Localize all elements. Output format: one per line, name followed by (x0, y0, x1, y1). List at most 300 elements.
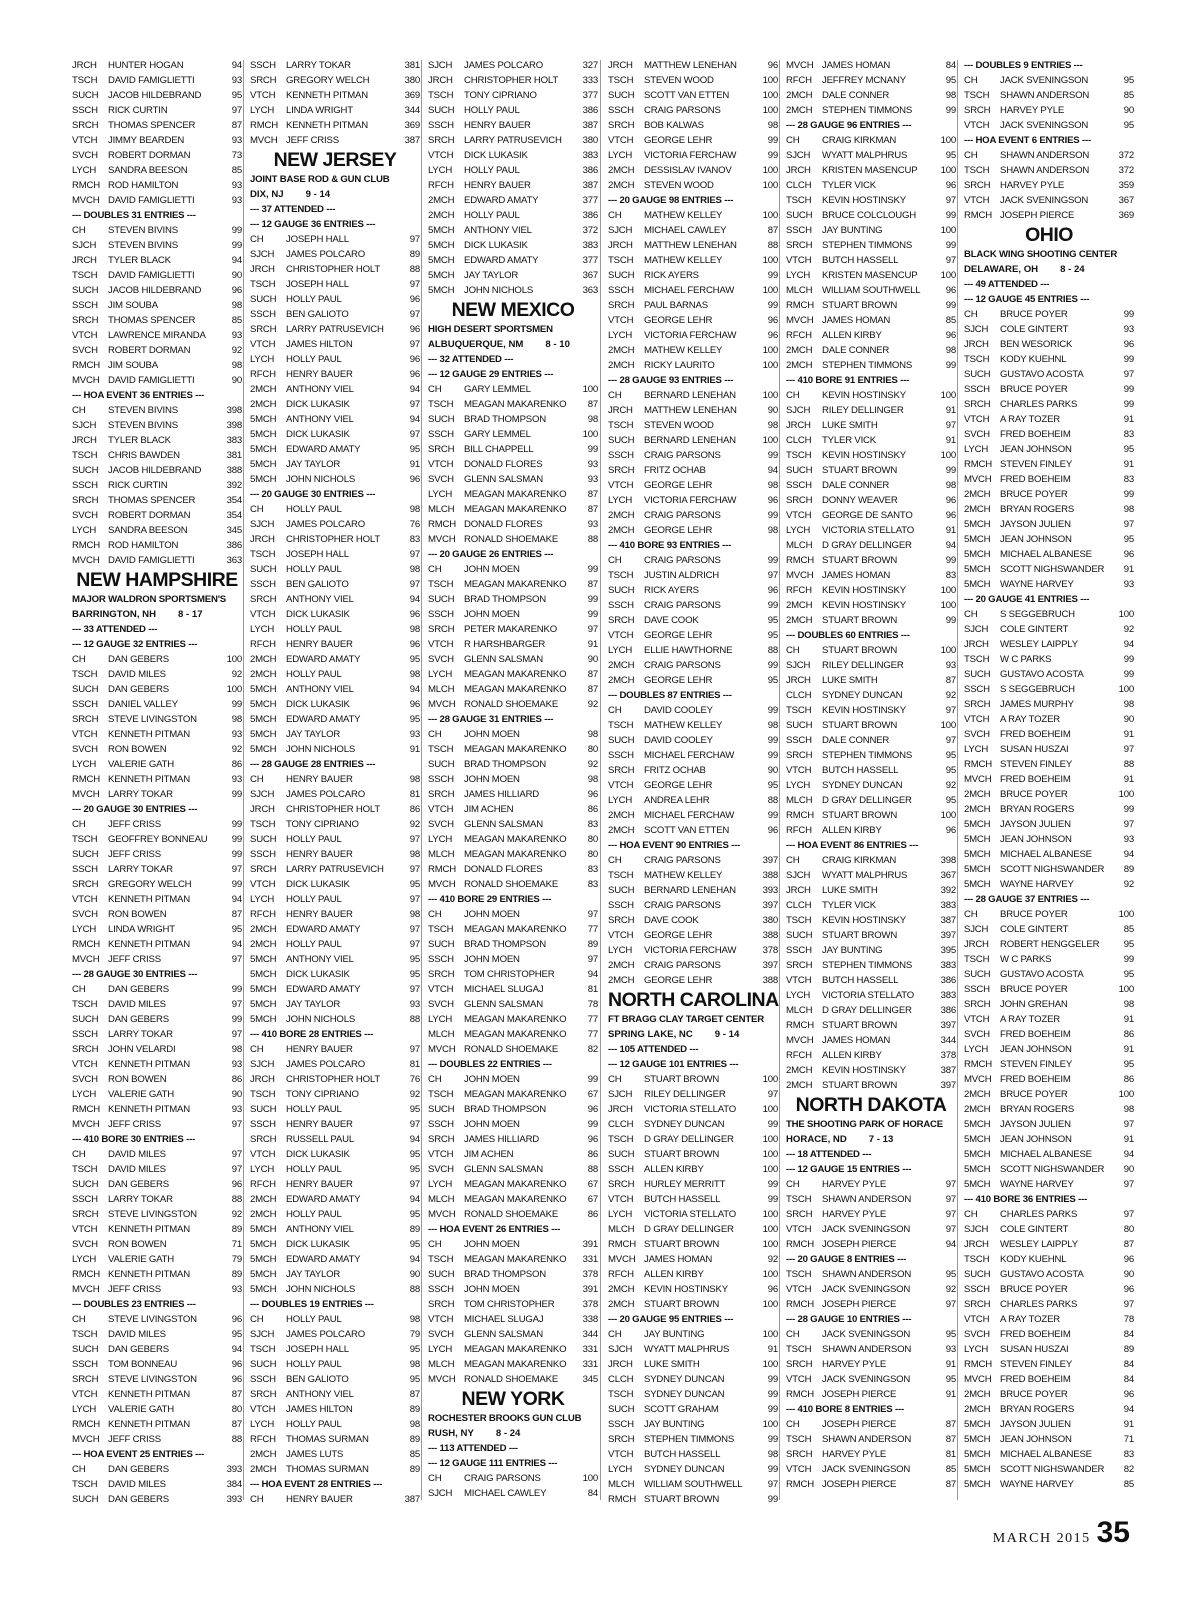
class-code: SUCH (428, 939, 455, 950)
score: 89 (1123, 864, 1134, 875)
shooter-name: JAMES HOMAN (822, 570, 891, 581)
shooter-name: WAYNE HARVEY (1000, 879, 1074, 890)
class-code: TSCH (428, 924, 454, 935)
score: 94 (409, 1134, 420, 1145)
class-code: RFCH (608, 1269, 634, 1280)
city: DELAWARE, OH (964, 264, 1039, 275)
class-code: JRCH (250, 264, 275, 275)
class-code: VTCH (964, 120, 990, 131)
class-code: VTCH (608, 1449, 634, 1460)
result-row (786, 883, 956, 898)
score: 91 (409, 744, 420, 755)
result-row (786, 853, 956, 868)
result-row (72, 1072, 242, 1087)
event-block (608, 688, 778, 838)
score: 99 (231, 834, 242, 845)
result-row (786, 1018, 956, 1033)
result-row (250, 727, 420, 742)
score: 94 (409, 414, 420, 425)
score: 100 (1118, 984, 1134, 995)
shooter-name: FRED BOEHEIM (1000, 774, 1071, 785)
score: 95 (1123, 1059, 1134, 1070)
result-row (72, 538, 242, 553)
score: 81 (409, 1059, 420, 1070)
score: 99 (1123, 399, 1134, 410)
results-column-4 (608, 58, 778, 1507)
score: 97 (409, 429, 420, 440)
shooter-name: KEVIN HOSTINSKY (822, 585, 906, 596)
class-code: SVCH (72, 909, 98, 920)
result-row (72, 922, 242, 937)
shooter-name: MEAGAN MAKARENKO (464, 504, 567, 515)
result-row (428, 88, 598, 103)
score: 99 (587, 1119, 598, 1130)
shooter-name: DICK LUKASIK (464, 240, 528, 251)
class-code: SRCH (786, 1359, 813, 1370)
class-code: 2MCH (608, 675, 635, 686)
event-block (964, 133, 1134, 223)
column-rule (957, 60, 958, 1500)
event-header: --- 28 GAUGE 10 ENTRIES --- (786, 1314, 912, 1325)
shooter-name: STEVE LIVINGSTON (108, 714, 197, 725)
state-section-header (428, 1387, 598, 1456)
result-row (786, 1033, 956, 1048)
shooter-name: JOHN MOEN (464, 1119, 520, 1130)
shooter-name: HOLLY PAUL (286, 504, 342, 515)
class-code: VTCH (964, 714, 990, 725)
class-code: MLCH (786, 1005, 813, 1016)
score: 88 (409, 1014, 420, 1025)
class-code: SRCH (608, 1434, 635, 1445)
result-row (72, 1027, 242, 1042)
result-row (964, 637, 1134, 652)
result-row (608, 1432, 778, 1447)
shooter-name: CRAIG KIRKMAN (822, 855, 897, 866)
result-row (964, 577, 1134, 592)
shooter-name: KODY KUEHNL (1000, 1254, 1067, 1265)
class-code: SSCH (786, 735, 812, 746)
result-row (250, 562, 420, 577)
result-row (786, 478, 956, 493)
results-column-5 (786, 58, 956, 1492)
class-code: SSCH (428, 954, 454, 965)
score: 100 (940, 165, 956, 176)
shooter-name: RICK CURTIN (108, 480, 168, 491)
result-row (250, 277, 420, 292)
score: 97 (945, 420, 956, 431)
event-block (250, 217, 420, 487)
class-code: TSCH (964, 165, 990, 176)
shoot-location (428, 1426, 598, 1441)
score: 85 (945, 315, 956, 326)
score: 100 (762, 255, 778, 266)
class-code: VTCH (72, 1389, 98, 1400)
shooter-name: HENRY BAUER (286, 1044, 353, 1055)
class-code: 2MCH (608, 510, 635, 521)
shooter-name: MATHEW KELLEY (644, 870, 723, 881)
score: 378 (582, 1299, 598, 1310)
shooter-name: RONALD SHOEMAKE (464, 1044, 559, 1055)
shooter-name: LUKE SMITH (822, 420, 878, 431)
class-code: SUCH (428, 1269, 455, 1280)
class-code: CH (72, 225, 86, 236)
class-code: 5MCH (964, 1119, 991, 1130)
shooter-name: SANDRA BEESON (108, 165, 188, 176)
score: 90 (767, 765, 778, 776)
result-row (72, 997, 242, 1012)
shooter-name: SYDNEY DUNCAN (644, 1119, 725, 1130)
shooter-name: SANDRA BEESON (108, 525, 188, 536)
result-row (428, 877, 598, 892)
shooter-name: ANTHONY VIEL (286, 684, 354, 695)
score: 93 (231, 330, 242, 341)
shooter-name: STEPHEN TIMMONS (822, 105, 913, 116)
class-code: 2MCH (250, 1449, 277, 1460)
shooter-name: STEVEN FINLEY (1000, 1059, 1073, 1070)
result-row (428, 652, 598, 667)
score: 100 (940, 270, 956, 281)
result-row (428, 637, 598, 652)
class-code: LYCH (786, 525, 811, 536)
result-row (786, 1207, 956, 1222)
class-code: CH (608, 705, 622, 716)
score: 89 (409, 1434, 420, 1445)
class-code: SUCH (250, 1359, 277, 1370)
result-row (608, 1387, 778, 1402)
shooter-name: HOLLY PAUL (286, 1359, 342, 1370)
shooter-name: MEAGAN MAKARENKO (464, 1089, 567, 1100)
event-block (72, 388, 242, 568)
score: 87 (231, 1419, 242, 1430)
class-code: 5MCH (250, 474, 277, 485)
score: 89 (231, 1269, 242, 1280)
result-row (72, 832, 242, 847)
score: 90 (1123, 1269, 1134, 1280)
score: 87 (945, 1419, 956, 1430)
shooter-name: R HARSHBARGER (464, 639, 546, 650)
event-header: --- 20 GAUGE 30 ENTRIES --- (72, 804, 198, 815)
score: 99 (1123, 804, 1134, 815)
shooter-name: MICHAEL CAWLEY (464, 1488, 547, 1499)
shooter-name: MEAGAN MAKARENKO (464, 1014, 567, 1025)
class-code: TSCH (964, 90, 990, 101)
class-code: TSCH (428, 399, 454, 410)
result-row (964, 742, 1134, 757)
shooter-name: STUART BROWN (822, 930, 898, 941)
class-code: RFCH (786, 825, 812, 836)
score: 77 (587, 1029, 598, 1040)
score: 95 (409, 969, 420, 980)
result-row (72, 1477, 242, 1492)
event-block (608, 1312, 778, 1507)
shooter-name: BRAD THOMPSON (464, 759, 546, 770)
result-row (964, 337, 1134, 352)
result-row (786, 148, 956, 163)
shooter-name: JEFF CRISS (286, 135, 339, 146)
shooter-name: STEPHEN TIMMONS (822, 750, 913, 761)
event-block (428, 892, 598, 1057)
class-code: SSCH (786, 480, 812, 491)
score: 100 (762, 165, 778, 176)
shooter-name: MATTHEW LENEHAN (644, 405, 737, 416)
result-row (72, 742, 242, 757)
class-code: TSCH (786, 1194, 812, 1205)
result-row (608, 718, 778, 733)
shooter-name: JAMES HILLIARD (464, 1134, 540, 1145)
result-row (250, 1267, 420, 1282)
class-code: LYCH (250, 624, 275, 635)
class-code: LYCH (786, 990, 811, 1001)
score: 99 (1123, 954, 1134, 965)
result-row (964, 1072, 1134, 1087)
score: 96 (767, 330, 778, 341)
score: 92 (587, 759, 598, 770)
score: 81 (945, 1449, 956, 1460)
score: 96 (1123, 1254, 1134, 1265)
class-code: 2MCH (786, 105, 813, 116)
shooter-name: DALE CONNER (822, 480, 890, 491)
class-code: 2MCH (250, 1194, 277, 1205)
shooter-name: JAMES HILTON (286, 339, 353, 350)
class-code: 2MCH (608, 810, 635, 821)
event-header: --- DOUBLES 23 ENTRIES --- (72, 1299, 196, 1310)
score: 99 (945, 240, 956, 251)
class-code: SRCH (964, 699, 991, 710)
result-row (72, 1372, 242, 1387)
shooter-name: JAYSON JULIEN (1000, 519, 1071, 530)
shooter-name: BRUCE POYER (1000, 384, 1068, 395)
result-row (250, 103, 420, 118)
score: 100 (1118, 684, 1134, 695)
shooter-name: ROD HAMILTON (108, 180, 179, 191)
score: 398 (226, 405, 242, 416)
result-row (608, 1192, 778, 1207)
class-code: JRCH (786, 165, 811, 176)
shooter-name: KODY KUEHNL (1000, 354, 1067, 365)
class-code: MLCH (428, 684, 455, 695)
class-code: SRCH (72, 1209, 99, 1220)
class-code: RFCH (428, 180, 454, 191)
score: 100 (226, 654, 242, 665)
score: 85 (1123, 90, 1134, 101)
result-row (964, 787, 1134, 802)
shooter-name: ALLEN KIRBY (822, 1050, 882, 1061)
class-code: TSCH (72, 75, 98, 86)
shooter-name: MATTHEW LENEHAN (644, 240, 737, 251)
score: 100 (226, 684, 242, 695)
class-code: TSCH (72, 450, 98, 461)
shooter-name: DICK LUKASIK (286, 1239, 350, 1250)
score: 90 (587, 654, 598, 665)
result-row (964, 607, 1134, 622)
class-code: SSCH (608, 1419, 634, 1430)
shooter-name: ANDREA LEHR (644, 795, 710, 806)
class-code: 5MCH (428, 255, 455, 266)
score: 331 (582, 1359, 598, 1370)
result-row (428, 727, 598, 742)
result-row (250, 712, 420, 727)
score: 99 (1123, 309, 1134, 320)
shooter-name: HENRY BAUER (286, 1179, 353, 1190)
score: 372 (1118, 165, 1134, 176)
class-code: 5MCH (964, 534, 991, 545)
shooter-name: ALLEN KIRBY (644, 1269, 704, 1280)
score: 95 (409, 1104, 420, 1115)
class-code: SJCH (250, 519, 275, 530)
score: 93 (231, 1059, 242, 1070)
result-row (608, 913, 778, 928)
state-section-header (250, 148, 420, 217)
result-row (72, 223, 242, 238)
class-code: RMCH (72, 1419, 100, 1430)
shooter-name: STEVEN BIVINS (108, 420, 178, 431)
result-row (250, 1402, 420, 1417)
shooter-name: THOMAS SPENCER (108, 315, 196, 326)
class-code: CH (608, 1074, 622, 1085)
shooter-name: ALLEN KIRBY (644, 1164, 704, 1175)
class-code: SSCH (608, 285, 634, 296)
shooter-name: CHRISTOPHER HOLT (286, 264, 380, 275)
shooter-name: VALERIE GATH (108, 1254, 175, 1265)
result-row (964, 1252, 1134, 1267)
result-row (250, 1252, 420, 1267)
class-code: SUCH (250, 564, 277, 575)
result-row (72, 1042, 242, 1057)
shooter-name: VICTORIA STELLATO (822, 990, 915, 1001)
class-code: CH (786, 390, 800, 401)
class-code: VTCH (786, 1374, 812, 1385)
shooter-name: W C PARKS (1000, 954, 1052, 965)
score: 97 (767, 1479, 778, 1490)
shooter-name: HOLLY PAUL (464, 210, 520, 221)
score: 99 (767, 1434, 778, 1445)
shooter-name: KENNETH PITMAN (108, 1419, 190, 1430)
club-name: THE SHOOTING PARK OF HORACE (786, 1119, 943, 1130)
result-row (250, 1342, 420, 1357)
class-code: 5MCH (964, 1419, 991, 1430)
shooter-name: MEAGAN MAKARENKO (464, 1359, 567, 1370)
class-code: VTCH (786, 255, 812, 266)
class-code: 2MCH (786, 615, 813, 626)
class-code: RFCH (786, 585, 812, 596)
class-code: CH (428, 729, 442, 740)
shooter-name: DAVID COOLEY (644, 735, 713, 746)
result-row (786, 598, 956, 613)
class-code: VTCH (428, 639, 454, 650)
result-row (608, 733, 778, 748)
shooter-name: BUTCH HASSELL (644, 1449, 721, 1460)
event-block (428, 547, 598, 712)
result-row (250, 1282, 420, 1297)
score: 98 (945, 345, 956, 356)
score: 95 (409, 1239, 420, 1250)
shooter-name: DAN GEBERS (108, 1464, 169, 1475)
class-code: MVCH (72, 555, 100, 566)
shooter-name: FRED BOEHEIM (1000, 474, 1071, 485)
result-row (964, 1267, 1134, 1282)
score: 92 (1123, 879, 1134, 890)
result-row (964, 1012, 1134, 1027)
result-row (72, 1057, 242, 1072)
score: 99 (767, 1404, 778, 1415)
shooter-name: A RAY TOZER (1000, 714, 1061, 725)
class-code: SSCH (428, 1284, 454, 1295)
result-row (608, 1342, 778, 1357)
shooter-name: JAY TAYLOR (464, 270, 519, 281)
result-row (786, 1327, 956, 1342)
class-code: SJCH (608, 1344, 633, 1355)
class-code: SJCH (786, 660, 811, 671)
shooter-name: RON BOWEN (108, 1074, 167, 1085)
score: 98 (767, 525, 778, 536)
event-header: --- 20 GAUGE 95 ENTRIES --- (608, 1314, 734, 1325)
score: 100 (762, 285, 778, 296)
shooter-name: HENRY BAUER (286, 369, 353, 380)
shooter-name: JOSEPH HALL (286, 549, 349, 560)
class-code: SJCH (786, 150, 811, 161)
result-row (608, 1447, 778, 1462)
shooter-name: SCOTT NIGHSWANDER (1000, 564, 1105, 575)
class-code: RFCH (250, 639, 276, 650)
shooter-name: JOHN MOEN (464, 1239, 520, 1250)
class-code: TSCH (428, 1254, 454, 1265)
class-code: SRCH (786, 750, 813, 761)
class-code: MVCH (72, 1119, 100, 1130)
shooter-name: RILEY DELLINGER (822, 405, 904, 416)
result-row (250, 1387, 420, 1402)
shoot-location (250, 187, 420, 202)
class-code: LYCH (250, 1419, 275, 1430)
score: 97 (231, 1029, 242, 1040)
shooter-name: HARVEY PYLE (822, 1209, 887, 1220)
shooter-name: HENRY BAUER (286, 774, 353, 785)
class-code: MLCH (428, 1029, 455, 1040)
result-row (72, 817, 242, 832)
class-code: SRCH (608, 465, 635, 476)
result-row (250, 232, 420, 247)
score: 87 (587, 669, 598, 680)
class-code: 2MCH (608, 1299, 635, 1310)
result-row (608, 58, 778, 73)
class-code: CH (250, 1314, 264, 1325)
score: 96 (1123, 1389, 1134, 1400)
class-code: JRCH (608, 240, 633, 251)
score: 97 (1123, 1179, 1134, 1190)
event-header: --- 28 GAUGE 28 ENTRIES --- (250, 759, 376, 770)
class-code: 2MCH (964, 1089, 991, 1100)
score: 76 (409, 1074, 420, 1085)
shooter-name: RONALD SHOEMAKE (464, 534, 559, 545)
class-code: CH (608, 555, 622, 566)
shooter-name: SHAWN ANDERSON (1000, 150, 1090, 161)
shooter-name: HOLLY PAUL (286, 1419, 342, 1430)
result-row (786, 943, 956, 958)
score: 98 (1123, 504, 1134, 515)
shooter-name: RON BOWEN (108, 909, 167, 920)
class-code: CH (786, 1419, 800, 1430)
dates: 8 - 24 (1060, 264, 1085, 275)
shooter-name: GLENN SALSMAN (464, 1329, 543, 1340)
shooter-name: LARRY PATRUSEVICH (286, 864, 384, 875)
class-code: LYCH (72, 1404, 97, 1415)
shooter-name: DAVID MILES (108, 999, 166, 1010)
shooter-name: DICK LUKASIK (286, 1149, 350, 1160)
class-code: SSCH (428, 120, 454, 131)
score: 97 (945, 195, 956, 206)
dates: 9 - 14 (305, 189, 331, 200)
shooter-name: GUSTAVO ACOSTA (1000, 1269, 1084, 1280)
result-row (964, 412, 1134, 427)
